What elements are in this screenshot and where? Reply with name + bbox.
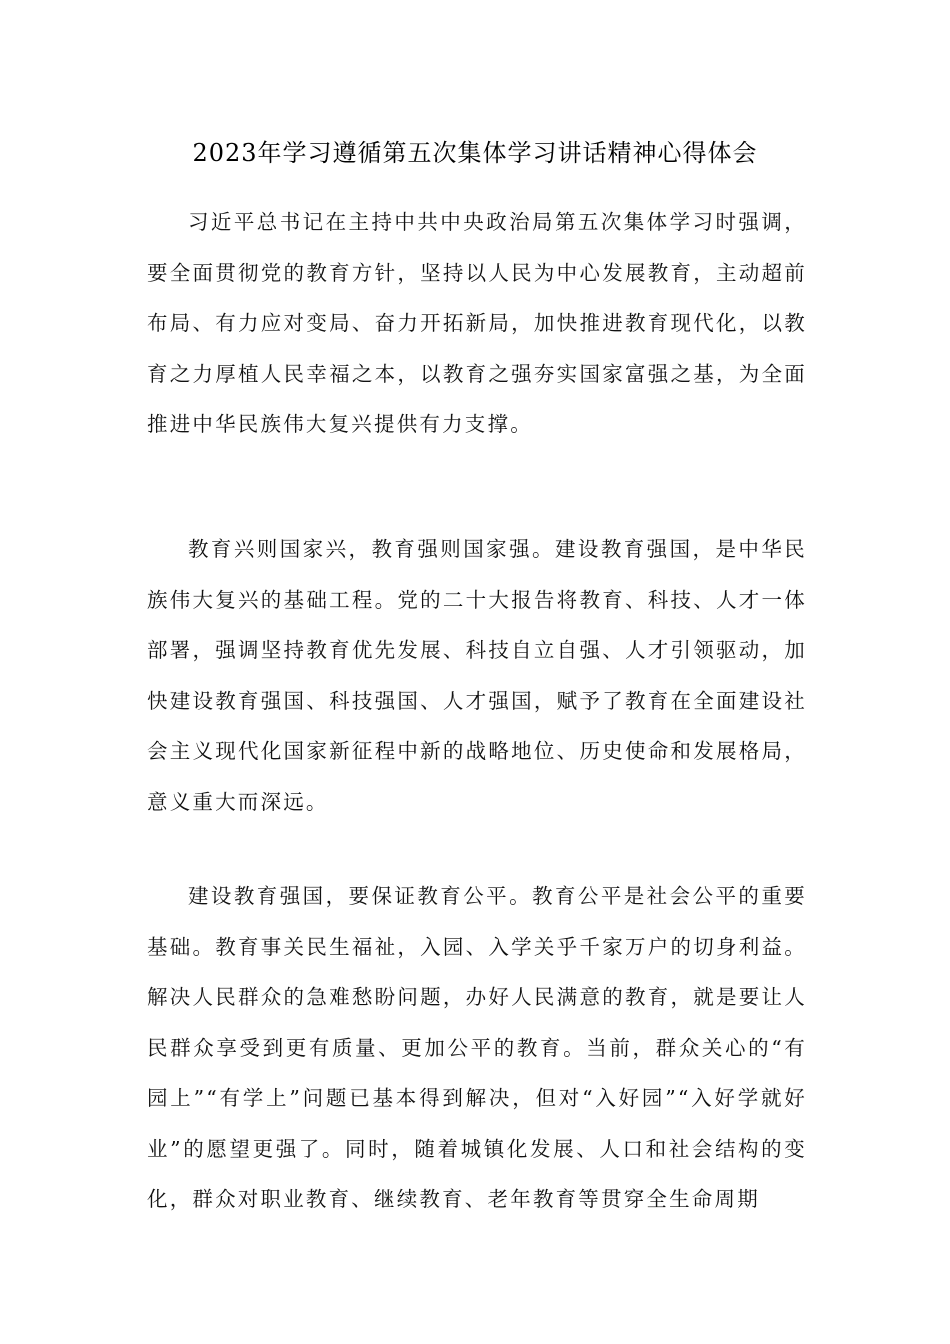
document-title: 2023年学习遵循第五次集体学习讲话精神心得体会 [192,139,758,167]
paragraph-3: 建设教育强国，要保证教育公平。教育公平是社会公平的重要基础。教育事关民生福祉，入园、入学关乎千家万户的切身利益。解决人民群众的急难愁盼问题，办好人民满意的教育，就是要让人民群众享受到更有质量、更加公平的教育。当前，群众关心的“有园上”“有学上”问题已基本得到解决，但对“入好园”“入好学就好业”的愿望更强了。同时，随着城镇化发展、人口和社会结构的变化，群众对职业教育、继续教育、老年教育等贯穿全生命周期 [147,884,807,1211]
paragraph-2: 教育兴则国家兴，教育强则国家强。建设教育强国，是中华民族伟大复兴的基础工程。党的二十大报告将教育、科技、人才一体部署，强调坚持教育优先发展、科技自立自强、人才引领驱动，加快建设教育强国、科技强国、人才强国，赋予了教育在全面建设社会主义现代化国家新征程中新的战略地位、历史使命和发展格局，意义重大而深远。 [147,537,807,814]
paragraph-1: 习近平总书记在主持中共中央政治局第五次集体学习时强调，要全面贯彻党的教育方针，坚持以人民为中心发展教育，主动超前布局、有力应对变局、奋力开拓新局，加快推进教育现代化，以教育之力厚植人民幸福之本，以教育之强夯实国家富强之基，为全面推进中华民族伟大复兴提供有力支撑。 [147,210,807,436]
